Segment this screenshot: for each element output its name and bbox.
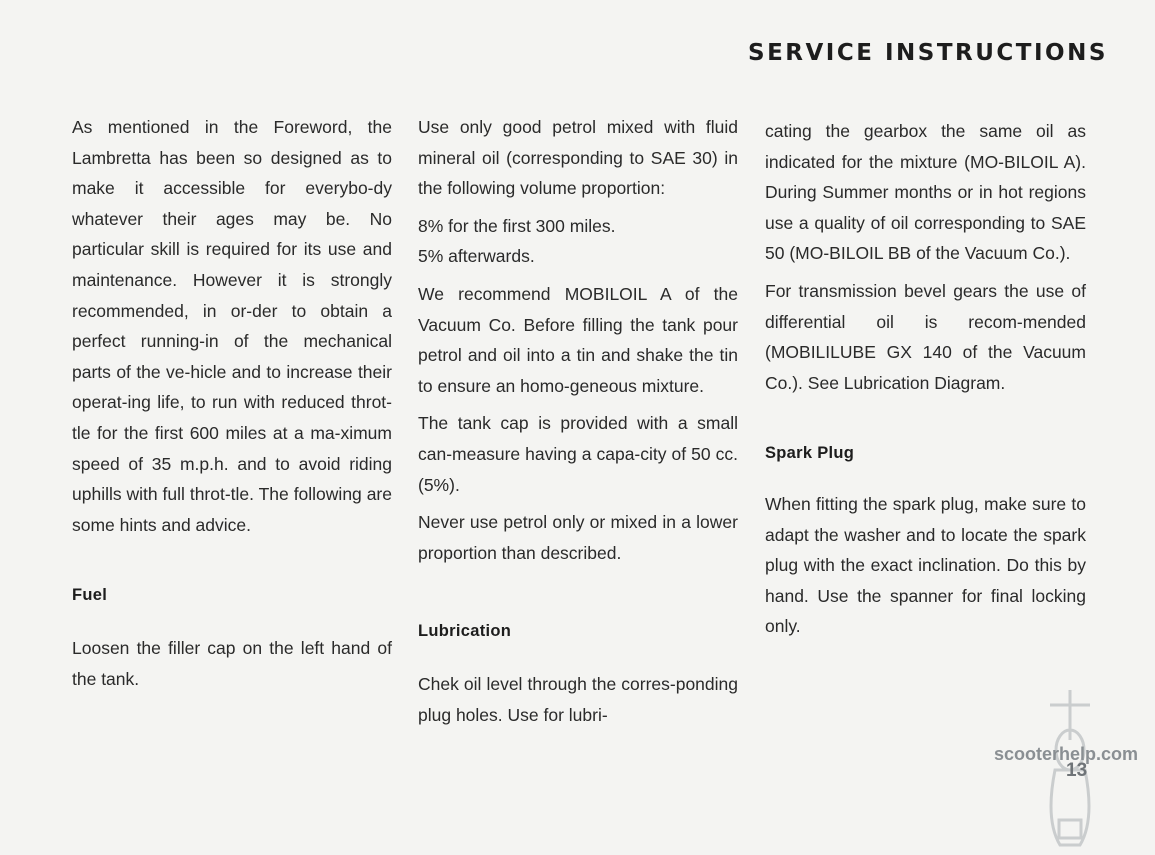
bevel-gears-paragraph: For transmission bevel gears the use of differential oil is recom-mended (MOBILILUBE GX 140 of the Vacuum Co.). See Lubrication Diagram. — [765, 280, 1086, 393]
tank-cap-paragraph: The tank cap is provided with a small can-measure having a capa-city of 50 cc. (5%). — [418, 413, 738, 495]
page-title: SERVICE INSTRUCTIONS — [748, 40, 1108, 66]
oil-recommendation-paragraph: We recommend MOBILOIL A of the Vacuum Co. Before filling the tank pour petrol and oil into a tin and shake the tin to ensure an homo-geneous mixture. — [418, 283, 738, 396]
gearbox-paragraph: cating the gearbox the same oil as indicated for the mixture (MO-BILOIL A). During Summer months or in hot regions use a quality of oil corresponding to SAE 50 (MO-BILOIL BB of the Vacuum Co.). — [765, 121, 1086, 264]
fuel-heading: Fuel — [72, 586, 108, 605]
intro-paragraph: As mentioned in the Foreword, the Lambretta has been so designed as to make it accessible for everybo-dy whatever their ages may be. No particular skill is required for its use and maintenance. However it is strongly recommended, in or-der to obtain a perfect running-in of the mechanical parts of the ve-hicle and to increase their operat-ing life, to run with reduced throt-tle for the first 600 miles at a ma-ximum speed of 35 m.p.h. and to avoid riding uphills with full throt-tle. The following are some hints and advice. — [72, 117, 392, 535]
proportion-line-1: 8% for the first 300 miles. — [418, 215, 616, 236]
text-column-3 — [765, 116, 1086, 649]
text-column-2 — [418, 112, 738, 737]
fuel-paragraph: Loosen the filler cap on the left hand of the tank. — [72, 637, 392, 689]
warning-paragraph: Never use petrol only or mixed in a lower proportion than described. — [418, 512, 738, 563]
petrol-mix-paragraph: Use only good petrol mixed with fluid mineral oil (corresponding to SAE 30) in the following volume proportion: — [418, 117, 738, 199]
watermark-text: scooterhelp.com — [994, 744, 1139, 764]
spark-plug-heading: Spark Plug — [765, 444, 855, 463]
lubrication-paragraph: Chek oil level through the corres-ponding plug holes. Use for lubri- — [418, 673, 738, 725]
text-column-1 — [72, 112, 392, 701]
spark-plug-paragraph: When fitting the spark plug, make sure to adapt the washer and to locate the spark plug with the exact inclination. Do this by hand. Use the spanner for final locking only. — [765, 493, 1086, 637]
page-number: 13 — [1066, 760, 1088, 781]
lubrication-heading: Lubrication — [418, 622, 512, 641]
proportion-line-2: 5% afterwards. — [418, 246, 535, 267]
